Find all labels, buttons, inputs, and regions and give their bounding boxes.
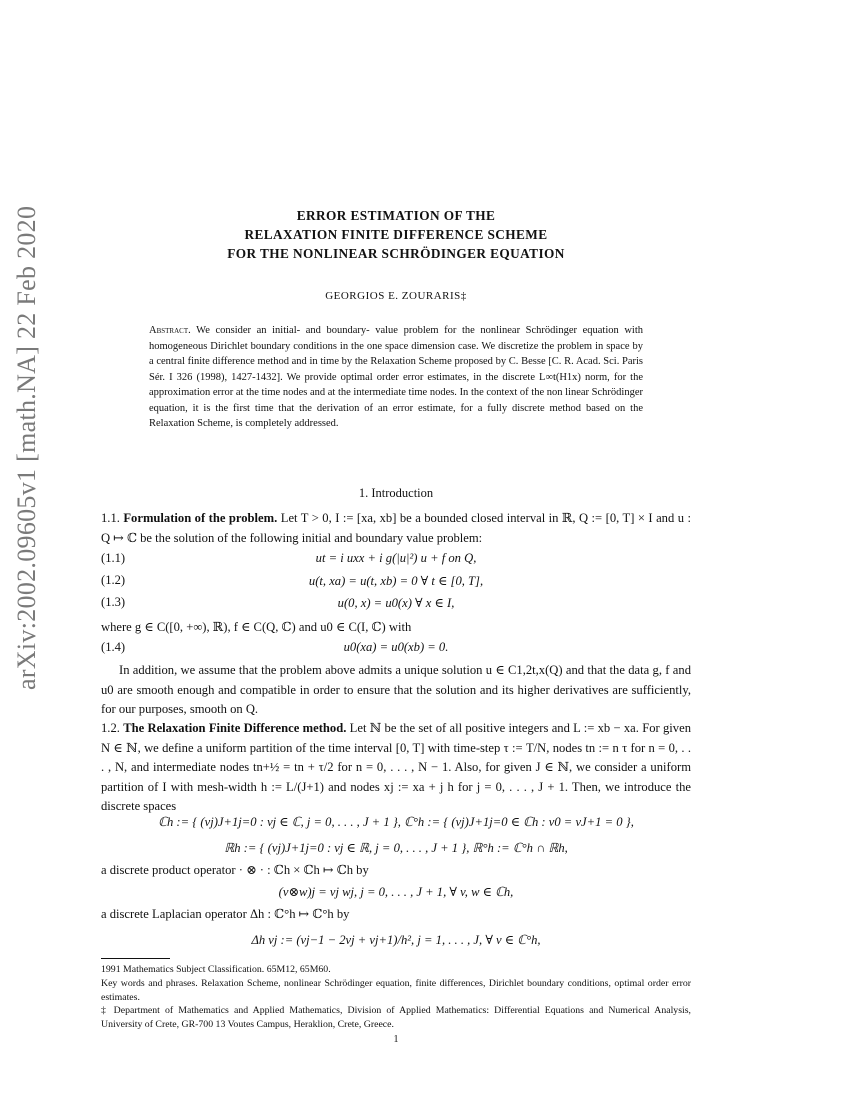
subsection-1-1 <box>101 509 691 548</box>
subsection-1-1-number: 1.1. <box>101 511 120 525</box>
equation-number: (1.1) <box>101 551 126 565</box>
subsection-1-2-number: 1.2. <box>101 721 120 735</box>
paper-title <box>101 206 691 263</box>
equation-1-4 <box>101 640 691 660</box>
equation-body: u(0, x) = u0(x) ∀ x ∈ I, <box>337 596 455 610</box>
title-line-1: ERROR ESTIMATION OF THE <box>296 208 496 223</box>
abstract <box>149 323 643 432</box>
title-line-2: RELAXATION FINITE DIFFERENCE SCHEME <box>244 227 548 242</box>
abstract-label: Abstract. <box>149 325 191 336</box>
page-number: 1 <box>393 1034 399 1045</box>
equation-body: ut = i uxx + i g(|u|²) u + f on Q, <box>315 551 477 565</box>
laplacian-text: a discrete Laplacian operator Δh : ℂ°h ↦ ℂ°h by <box>101 907 350 921</box>
equation-body: u(t, xa) = u(t, xb) = 0 ∀ t ∈ [0, T], <box>308 574 484 588</box>
equation-1-1 <box>101 551 691 571</box>
product-operator-text: a discrete product operator · ⊗ · : ℂh × ℂh ↦ ℂh by <box>101 863 369 877</box>
discrete-spaces-line-1: ℂh := { (vj)J+1j=0 : vj ∈ ℂ, j = 0, . . . , J + 1 }, ℂ°h := { (vj)J+1j=0 ∈ ℂh : v0 = vJ+1 = 0 }, <box>158 815 634 829</box>
abstract-text: We consider an initial- and boundary- value problem for the nonlinear Schrödinger equation with homogeneous Dirichlet boundary conditions in the one space dimension case. We discretize the problem in space by a central finite difference method and in time by the Relaxation Scheme proposed by C. Besse [C. R. Acad. Sci. Paris Sér. I 326 (1998), 1427-1432]. We provide optimal order error estimates, in the discrete L∞t(H1x) norm, for the approximation error at the time nodes and at the intermediate time nodes. In the context of the non linear Schrödinger equation, it is the first time that the derivation of an error estimate, for a fully discrete method based on the Relaxation Scheme, is completely addressed. <box>149 325 644 429</box>
equation-body: u0(xa) = u0(xb) = 0. <box>343 640 449 654</box>
equation-1-3 <box>101 595 691 615</box>
where-text: where g ∈ C([0, +∞), ℝ), f ∈ C(Q, ℂ) and u0 ∈ C(I, ℂ) with <box>101 620 412 634</box>
author: GEORGIOS E. ZOURARIS‡ <box>325 290 467 302</box>
equation-number: (1.2) <box>101 573 126 587</box>
footnote-rule <box>101 958 170 959</box>
title-line-3: FOR THE NONLINEAR SCHRÖDINGER EQUATION <box>227 246 565 261</box>
assumption-paragraph: In addition, we assume that the problem above admits a unique solution u ∈ C1,2t,x(Q) and that the data g, f and u0 are smooth enough and compatible in order to ensure that the solution and its higher derivatives are sufficiently, for our purposes, smooth on Q. <box>101 663 691 716</box>
product-operator-equation: (v⊗w)j = vj wj, j = 0, . . . , J + 1, ∀ v, w ∈ ℂh, <box>278 885 514 899</box>
subsection-1-1-text: Let T > 0, I := [xa, xb] be a bounded closed interval in ℝ, Q := [0, T] × I and u : Q ↦ ℂ be the solution of the following initial and boundary value problem: <box>101 511 691 545</box>
footnote-keywords: Key words and phrases. Relaxation Scheme, nonlinear Schrödinger equation, finite differences, Dirichlet boundary conditions, optimal order error estimates. <box>101 978 691 1003</box>
equation-number: (1.4) <box>101 640 126 654</box>
section-title: 1. Introduction <box>358 486 434 500</box>
equation-number: (1.3) <box>101 595 126 609</box>
subsection-1-2-heading: The Relaxation Finite Difference method. <box>123 721 347 735</box>
subsection-1-2-text: Let ℕ be the set of all positive integers and L := xb − xa. For given N ∈ ℕ, we define a uniform partition of the time interval [0, T] with time-step τ := T/N, nodes tn := n τ for n = 0, . . . , N, and intermediate nodes tn+½ = tn + τ/2 for n = 0, . . . , N − 1. Also, for given J ∈ ℕ, we consider a uniform partition of I with mesh-width h := L/(J+1) and nodes xj := xa + j h for j = 0, . . . , J + 1. Then, we introduce the discrete spaces <box>101 721 691 813</box>
subsection-1-1-heading: Formulation of the problem. <box>123 511 278 525</box>
equation-1-2 <box>101 573 691 593</box>
footnote-affiliation: ‡ Department of Mathematics and Applied Mathematics, Division of Applied Mathematics: Differential Equations and Numerical Analysis, University of Crete, GR-700 13 Voutes Campus, Heraklion, Crete, Greece. <box>101 1005 691 1030</box>
discrete-spaces-line-2: ℝh := { (vj)J+1j=0 : vj ∈ ℝ, j = 0, . . . , J + 1 }, ℝ°h := ℂ°h ∩ ℝh, <box>224 841 568 855</box>
subsection-1-2 <box>101 719 691 817</box>
laplacian-equation: Δh vj := (vj−1 − 2vj + vj+1)/h², j = 1, . . . , J, ∀ v ∈ ℂ°h, <box>251 933 541 947</box>
footnote-msc: 1991 Mathematics Subject Classification. 65M12, 65M60. <box>101 964 331 975</box>
arxiv-stamp: arXiv:2002.09605v1 [math.NA] 22 Feb 2020 <box>12 205 41 690</box>
